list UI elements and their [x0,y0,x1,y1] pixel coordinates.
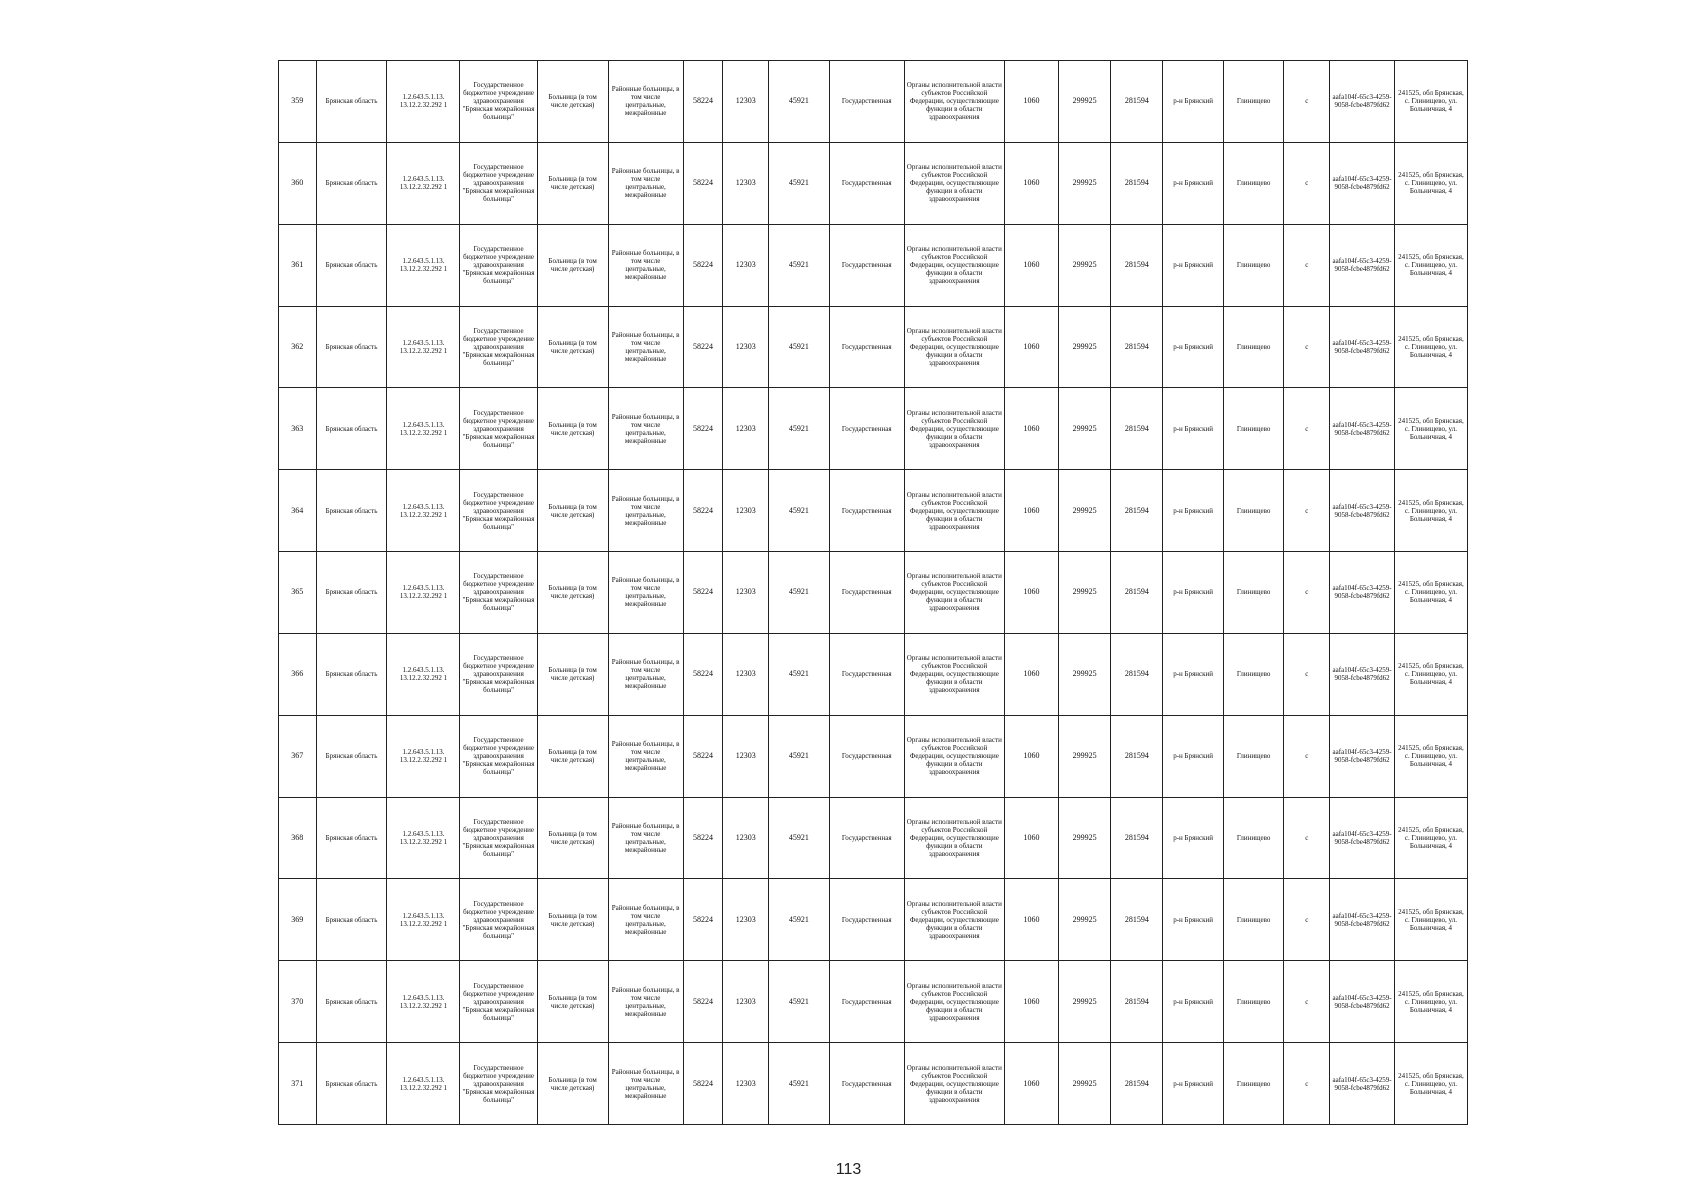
settlement-cell: Глинищево [1223,1043,1283,1125]
code-cell: 58224 [683,797,723,879]
settlement-type-cell: с [1284,797,1330,879]
organization-subtype-cell: Районные больницы, в том числе центральные, межрайонные [608,961,683,1043]
address-cell: 241525, обл Брянская, с. Глинищево, ул. Больничная, 4 [1394,715,1467,797]
oid-cell: 1.2.643.5.1.13. 13.12.2.32.292 1 [387,1043,460,1125]
oid-cell: 1.2.643.5.1.13. 13.12.2.32.292 1 [387,715,460,797]
organization-type-cell: Больница (в том числе детская) [537,224,608,306]
guid-cell: aafa104f-65c3-4259-9058-fcbe4879fd62 [1330,61,1395,143]
code-cell: 58224 [683,961,723,1043]
organization-name-cell: Государственное бюджетное учреждение здравоохранения "Брянская межрайонная больница" [460,715,537,797]
organization-type-cell: Больница (в том числе детская) [537,61,608,143]
code-cell: 1060 [1004,470,1058,552]
code-cell: 281594 [1111,388,1163,470]
guid-cell: aafa104f-65c3-4259-9058-fcbe4879fd62 [1330,388,1395,470]
region-cell: Брянская область [316,715,387,797]
row-number-cell: 363 [279,388,317,470]
settlement-type-cell: с [1284,142,1330,224]
oid-cell: 1.2.643.5.1.13. 13.12.2.32.292 1 [387,961,460,1043]
guid-cell: aafa104f-65c3-4259-9058-fcbe4879fd62 [1330,715,1395,797]
address-cell: 241525, обл Брянская, с. Глинищево, ул. Больничная, 4 [1394,879,1467,961]
region-cell: Брянская область [316,797,387,879]
code-cell: 58224 [683,1043,723,1125]
row-number-cell: 370 [279,961,317,1043]
organization-type-cell: Больница (в том числе детская) [537,552,608,634]
ownership-cell: Государственная [829,61,904,143]
guid-cell: aafa104f-65c3-4259-9058-fcbe4879fd62 [1330,1043,1395,1125]
oid-cell: 1.2.643.5.1.13. 13.12.2.32.292 1 [387,797,460,879]
code-cell: 58224 [683,224,723,306]
guid-cell: aafa104f-65c3-4259-9058-fcbe4879fd62 [1330,633,1395,715]
settlement-type-cell: с [1284,961,1330,1043]
oid-cell: 1.2.643.5.1.13. 13.12.2.32.292 1 [387,224,460,306]
code-cell: 1060 [1004,224,1058,306]
organization-type-cell: Больница (в том числе детская) [537,388,608,470]
district-cell: р-н Брянский [1163,306,1223,388]
settlement-cell: Глинищево [1223,470,1283,552]
district-cell: р-н Брянский [1163,633,1223,715]
code-cell: 12303 [723,306,769,388]
region-cell: Брянская область [316,142,387,224]
organization-subtype-cell: Районные больницы, в том числе центральные, межрайонные [608,61,683,143]
organization-name-cell: Государственное бюджетное учреждение здравоохранения "Брянская межрайонная больница" [460,961,537,1043]
code-cell: 281594 [1111,142,1163,224]
district-cell: р-н Брянский [1163,961,1223,1043]
address-cell: 241525, обл Брянская, с. Глинищево, ул. Больничная, 4 [1394,388,1467,470]
oid-cell: 1.2.643.5.1.13. 13.12.2.32.292 1 [387,633,460,715]
ownership-cell: Государственная [829,388,904,470]
code-cell: 12303 [723,388,769,470]
table-row [279,961,1468,1043]
address-cell: 241525, обл Брянская, с. Глинищево, ул. Больничная, 4 [1394,797,1467,879]
address-cell: 241525, обл Брянская, с. Глинищево, ул. Больничная, 4 [1394,224,1467,306]
code-cell: 12303 [723,961,769,1043]
settlement-type-cell: с [1284,61,1330,143]
code-cell: 1060 [1004,797,1058,879]
settlement-type-cell: с [1284,1043,1330,1125]
code-cell: 58224 [683,552,723,634]
code-cell: 45921 [769,715,829,797]
code-cell: 58224 [683,142,723,224]
organization-type-cell: Больница (в том числе детская) [537,879,608,961]
code-cell: 58224 [683,61,723,143]
ownership-cell: Государственная [829,1043,904,1125]
row-number-cell: 368 [279,797,317,879]
code-cell: 58224 [683,879,723,961]
settlement-cell: Глинищево [1223,715,1283,797]
code-cell: 1060 [1004,633,1058,715]
guid-cell: aafa104f-65c3-4259-9058-fcbe4879fd62 [1330,797,1395,879]
settlement-type-cell: с [1284,224,1330,306]
guid-cell: aafa104f-65c3-4259-9058-fcbe4879fd62 [1330,224,1395,306]
guid-cell: aafa104f-65c3-4259-9058-fcbe4879fd62 [1330,552,1395,634]
code-cell: 281594 [1111,633,1163,715]
code-cell: 281594 [1111,797,1163,879]
row-number-cell: 366 [279,633,317,715]
region-cell: Брянская область [316,633,387,715]
table-row [279,470,1468,552]
code-cell: 281594 [1111,306,1163,388]
code-cell: 58224 [683,715,723,797]
code-cell: 299925 [1059,470,1111,552]
authority-cell: Органы исполнительной власти субъектов Российской Федерации, осуществляющие функции в области здравоохранения [904,1043,1004,1125]
code-cell: 12303 [723,879,769,961]
district-cell: р-н Брянский [1163,715,1223,797]
organization-subtype-cell: Районные больницы, в том числе центральные, межрайонные [608,224,683,306]
code-cell: 45921 [769,142,829,224]
code-cell: 12303 [723,470,769,552]
code-cell: 299925 [1059,224,1111,306]
code-cell: 1060 [1004,961,1058,1043]
organization-subtype-cell: Районные больницы, в том числе центральные, межрайонные [608,633,683,715]
code-cell: 281594 [1111,224,1163,306]
authority-cell: Органы исполнительной власти субъектов Российской Федерации, осуществляющие функции в области здравоохранения [904,61,1004,143]
organization-type-cell: Больница (в том числе детская) [537,306,608,388]
organization-name-cell: Государственное бюджетное учреждение здравоохранения "Брянская межрайонная больница" [460,552,537,634]
row-number-cell: 362 [279,306,317,388]
district-cell: р-н Брянский [1163,879,1223,961]
table-row [279,879,1468,961]
region-cell: Брянская область [316,61,387,143]
code-cell: 45921 [769,61,829,143]
region-cell: Брянская область [316,879,387,961]
code-cell: 281594 [1111,715,1163,797]
table-row [279,224,1468,306]
settlement-cell: Глинищево [1223,306,1283,388]
organization-type-cell: Больница (в том числе детская) [537,1043,608,1125]
authority-cell: Органы исполнительной власти субъектов Российской Федерации, осуществляющие функции в области здравоохранения [904,388,1004,470]
code-cell: 299925 [1059,388,1111,470]
guid-cell: aafa104f-65c3-4259-9058-fcbe4879fd62 [1330,470,1395,552]
code-cell: 281594 [1111,1043,1163,1125]
organization-name-cell: Государственное бюджетное учреждение здравоохранения "Брянская межрайонная больница" [460,142,537,224]
code-cell: 1060 [1004,61,1058,143]
code-cell: 58224 [683,633,723,715]
code-cell: 1060 [1004,306,1058,388]
district-cell: р-н Брянский [1163,470,1223,552]
address-cell: 241525, обл Брянская, с. Глинищево, ул. Больничная, 4 [1394,1043,1467,1125]
code-cell: 299925 [1059,797,1111,879]
settlement-type-cell: с [1284,552,1330,634]
authority-cell: Органы исполнительной власти субъектов Российской Федерации, осуществляющие функции в области здравоохранения [904,552,1004,634]
district-cell: р-н Брянский [1163,142,1223,224]
address-cell: 241525, обл Брянская, с. Глинищево, ул. Больничная, 4 [1394,470,1467,552]
table-row [279,797,1468,879]
code-cell: 299925 [1059,552,1111,634]
organization-type-cell: Больница (в том числе детская) [537,633,608,715]
settlement-cell: Глинищево [1223,879,1283,961]
settlement-type-cell: с [1284,306,1330,388]
ownership-cell: Государственная [829,797,904,879]
district-cell: р-н Брянский [1163,1043,1223,1125]
organization-type-cell: Больница (в том числе детская) [537,961,608,1043]
ownership-cell: Государственная [829,306,904,388]
organization-type-cell: Больница (в том числе детская) [537,797,608,879]
organization-type-cell: Больница (в том числе детская) [537,470,608,552]
row-number-cell: 359 [279,61,317,143]
code-cell: 45921 [769,388,829,470]
authority-cell: Органы исполнительной власти субъектов Российской Федерации, осуществляющие функции в области здравоохранения [904,306,1004,388]
address-cell: 241525, обл Брянская, с. Глинищево, ул. Больничная, 4 [1394,306,1467,388]
table-row [279,61,1468,143]
code-cell: 45921 [769,1043,829,1125]
row-number-cell: 367 [279,715,317,797]
code-cell: 45921 [769,224,829,306]
code-cell: 299925 [1059,306,1111,388]
oid-cell: 1.2.643.5.1.13. 13.12.2.32.292 1 [387,61,460,143]
settlement-cell: Глинищево [1223,61,1283,143]
code-cell: 58224 [683,306,723,388]
organization-subtype-cell: Районные больницы, в том числе центральные, межрайонные [608,797,683,879]
settlement-type-cell: с [1284,470,1330,552]
guid-cell: aafa104f-65c3-4259-9058-fcbe4879fd62 [1330,879,1395,961]
organization-name-cell: Государственное бюджетное учреждение здравоохранения "Брянская межрайонная больница" [460,61,537,143]
organization-subtype-cell: Районные больницы, в том числе центральные, межрайонные [608,388,683,470]
region-cell: Брянская область [316,961,387,1043]
organization-name-cell: Государственное бюджетное учреждение здравоохранения "Брянская межрайонная больница" [460,224,537,306]
table-row [279,715,1468,797]
code-cell: 12303 [723,633,769,715]
address-cell: 241525, обл Брянская, с. Глинищево, ул. Больничная, 4 [1394,61,1467,143]
region-cell: Брянская область [316,470,387,552]
organization-subtype-cell: Районные больницы, в том числе центральные, межрайонные [608,142,683,224]
code-cell: 299925 [1059,633,1111,715]
page-number: 113 [835,1161,862,1178]
address-cell: 241525, обл Брянская, с. Глинищево, ул. Больничная, 4 [1394,961,1467,1043]
authority-cell: Органы исполнительной власти субъектов Российской Федерации, осуществляющие функции в области здравоохранения [904,470,1004,552]
code-cell: 45921 [769,306,829,388]
authority-cell: Органы исполнительной власти субъектов Российской Федерации, осуществляющие функции в области здравоохранения [904,797,1004,879]
code-cell: 45921 [769,552,829,634]
oid-cell: 1.2.643.5.1.13. 13.12.2.32.292 1 [387,552,460,634]
ownership-cell: Государственная [829,715,904,797]
code-cell: 299925 [1059,61,1111,143]
oid-cell: 1.2.643.5.1.13. 13.12.2.32.292 1 [387,470,460,552]
organization-name-cell: Государственное бюджетное учреждение здравоохранения "Брянская межрайонная больница" [460,797,537,879]
code-cell: 281594 [1111,879,1163,961]
code-cell: 1060 [1004,715,1058,797]
settlement-type-cell: с [1284,715,1330,797]
table-row [279,633,1468,715]
settlement-cell: Глинищево [1223,224,1283,306]
authority-cell: Органы исполнительной власти субъектов Российской Федерации, осуществляющие функции в области здравоохранения [904,961,1004,1043]
address-cell: 241525, обл Брянская, с. Глинищево, ул. Больничная, 4 [1394,552,1467,634]
region-cell: Брянская область [316,388,387,470]
code-cell: 299925 [1059,879,1111,961]
code-cell: 1060 [1004,142,1058,224]
registry-table-body [279,61,1468,1125]
code-cell: 45921 [769,797,829,879]
organization-name-cell: Государственное бюджетное учреждение здравоохранения "Брянская межрайонная больница" [460,879,537,961]
code-cell: 58224 [683,388,723,470]
ownership-cell: Государственная [829,142,904,224]
ownership-cell: Государственная [829,470,904,552]
code-cell: 281594 [1111,61,1163,143]
settlement-cell: Глинищево [1223,797,1283,879]
organization-name-cell: Государственное бюджетное учреждение здравоохранения "Брянская межрайонная больница" [460,470,537,552]
code-cell: 281594 [1111,961,1163,1043]
district-cell: р-н Брянский [1163,224,1223,306]
settlement-cell: Глинищево [1223,961,1283,1043]
code-cell: 12303 [723,224,769,306]
code-cell: 45921 [769,879,829,961]
oid-cell: 1.2.643.5.1.13. 13.12.2.32.292 1 [387,306,460,388]
code-cell: 299925 [1059,961,1111,1043]
code-cell: 58224 [683,470,723,552]
oid-cell: 1.2.643.5.1.13. 13.12.2.32.292 1 [387,142,460,224]
address-cell: 241525, обл Брянская, с. Глинищево, ул. Больничная, 4 [1394,142,1467,224]
table-row [279,306,1468,388]
settlement-type-cell: с [1284,388,1330,470]
ownership-cell: Государственная [829,961,904,1043]
row-number-cell: 371 [279,1043,317,1125]
region-cell: Брянская область [316,552,387,634]
settlement-type-cell: с [1284,879,1330,961]
table-row [279,1043,1468,1125]
settlement-cell: Глинищево [1223,552,1283,634]
table-row [279,552,1468,634]
code-cell: 12303 [723,1043,769,1125]
code-cell: 12303 [723,61,769,143]
region-cell: Брянская область [316,306,387,388]
code-cell: 12303 [723,552,769,634]
organization-name-cell: Государственное бюджетное учреждение здравоохранения "Брянская межрайонная больница" [460,633,537,715]
row-number-cell: 365 [279,552,317,634]
code-cell: 299925 [1059,715,1111,797]
organization-subtype-cell: Районные больницы, в том числе центральные, межрайонные [608,552,683,634]
code-cell: 281594 [1111,552,1163,634]
row-number-cell: 361 [279,224,317,306]
address-cell: 241525, обл Брянская, с. Глинищево, ул. Больничная, 4 [1394,633,1467,715]
organization-subtype-cell: Районные больницы, в том числе центральные, межрайонные [608,306,683,388]
authority-cell: Органы исполнительной власти субъектов Российской Федерации, осуществляющие функции в области здравоохранения [904,633,1004,715]
row-number-cell: 369 [279,879,317,961]
settlement-cell: Глинищево [1223,633,1283,715]
registry-table [278,60,1468,1125]
organization-type-cell: Больница (в том числе детская) [537,715,608,797]
authority-cell: Органы исполнительной власти субъектов Российской Федерации, осуществляющие функции в области здравоохранения [904,224,1004,306]
table-row [279,142,1468,224]
guid-cell: aafa104f-65c3-4259-9058-fcbe4879fd62 [1330,961,1395,1043]
oid-cell: 1.2.643.5.1.13. 13.12.2.32.292 1 [387,879,460,961]
authority-cell: Органы исполнительной власти субъектов Российской Федерации, осуществляющие функции в области здравоохранения [904,879,1004,961]
settlement-cell: Глинищево [1223,388,1283,470]
organization-subtype-cell: Районные больницы, в том числе центральные, межрайонные [608,470,683,552]
region-cell: Брянская область [316,1043,387,1125]
organization-name-cell: Государственное бюджетное учреждение здравоохранения "Брянская межрайонная больница" [460,306,537,388]
ownership-cell: Государственная [829,552,904,634]
code-cell: 12303 [723,797,769,879]
district-cell: р-н Брянский [1163,797,1223,879]
organization-subtype-cell: Районные больницы, в том числе центральные, межрайонные [608,879,683,961]
code-cell: 1060 [1004,552,1058,634]
authority-cell: Органы исполнительной власти субъектов Российской Федерации, осуществляющие функции в области здравоохранения [904,715,1004,797]
ownership-cell: Государственная [829,879,904,961]
settlement-type-cell: с [1284,633,1330,715]
district-cell: р-н Брянский [1163,552,1223,634]
organization-name-cell: Государственное бюджетное учреждение здравоохранения "Брянская межрайонная больница" [460,1043,537,1125]
oid-cell: 1.2.643.5.1.13. 13.12.2.32.292 1 [387,388,460,470]
settlement-cell: Глинищево [1223,142,1283,224]
code-cell: 1060 [1004,1043,1058,1125]
code-cell: 299925 [1059,142,1111,224]
district-cell: р-н Брянский [1163,388,1223,470]
code-cell: 12303 [723,142,769,224]
organization-name-cell: Государственное бюджетное учреждение здравоохранения "Брянская межрайонная больница" [460,388,537,470]
row-number-cell: 364 [279,470,317,552]
guid-cell: aafa104f-65c3-4259-9058-fcbe4879fd62 [1330,142,1395,224]
code-cell: 299925 [1059,1043,1111,1125]
organization-subtype-cell: Районные больницы, в том числе центральные, межрайонные [608,1043,683,1125]
code-cell: 281594 [1111,470,1163,552]
code-cell: 12303 [723,715,769,797]
code-cell: 45921 [769,470,829,552]
code-cell: 1060 [1004,879,1058,961]
code-cell: 1060 [1004,388,1058,470]
row-number-cell: 360 [279,142,317,224]
region-cell: Брянская область [316,224,387,306]
guid-cell: aafa104f-65c3-4259-9058-fcbe4879fd62 [1330,306,1395,388]
ownership-cell: Государственная [829,224,904,306]
district-cell: р-н Брянский [1163,61,1223,143]
organization-type-cell: Больница (в том числе детская) [537,142,608,224]
table-row [279,388,1468,470]
organization-subtype-cell: Районные больницы, в том числе центральные, межрайонные [608,715,683,797]
ownership-cell: Государственная [829,633,904,715]
code-cell: 45921 [769,961,829,1043]
code-cell: 45921 [769,633,829,715]
authority-cell: Органы исполнительной власти субъектов Российской Федерации, осуществляющие функции в области здравоохранения [904,142,1004,224]
